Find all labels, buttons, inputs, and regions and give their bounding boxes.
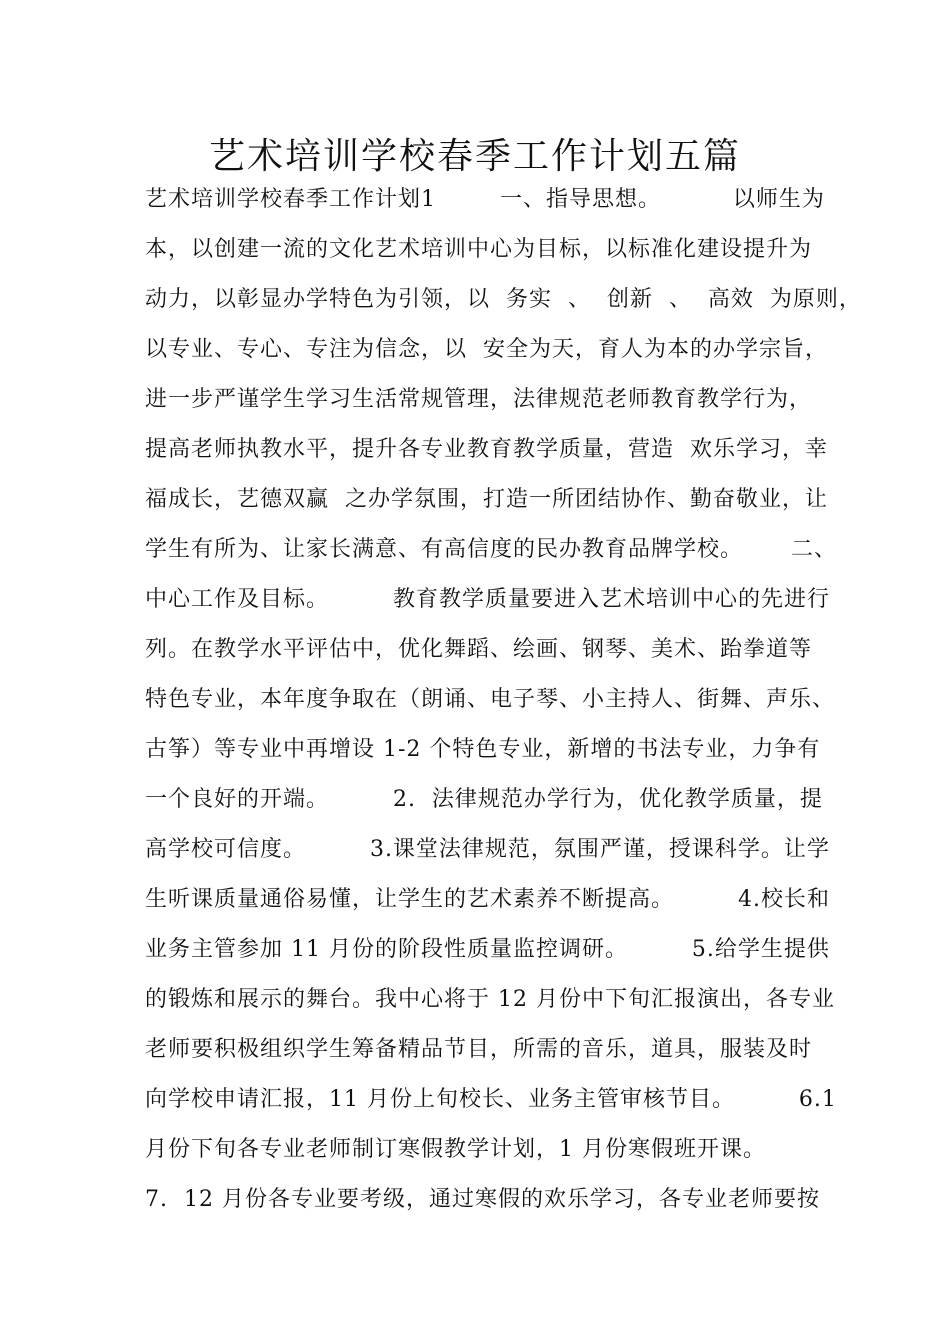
body-line: 向学校申请汇报，11 月份上旬校长、业务主管审核节目。 6.1: [145, 1087, 837, 1112]
body-line: 进一步严谨学生学习生活常规管理，法律规范老师教育教学行为，: [145, 387, 813, 412]
body-line: 列。在教学水平评估中，优化舞蹈、绘画、钢琴、美术、跆拳道等: [145, 637, 813, 662]
document-title: 艺术培训学校春季工作计划五篇: [208, 136, 741, 177]
body-line: 学生有所为、让家长满意、有高信度的民办教育品牌学校。 二、: [145, 537, 837, 562]
body-line: 7. 12 月份各专业要考级，通过寒假的欢乐学习，各专业老师要按: [145, 1187, 820, 1212]
body-line: 提高老师执教水平，提升各专业教育教学质量，营造 欢乐学习，幸: [145, 437, 828, 462]
body-line: 的锻炼和展示的舞台。我中心将于 12 月份中下旬汇报演出，各专业: [145, 987, 835, 1012]
body-line: 古筝）等专业中再增设 1-2 个特色专业，新增的书法专业，力争有: [145, 737, 821, 762]
body-line: 艺术培训学校春季工作计划1 一、指导思想。 以师生为: [145, 187, 825, 212]
body-line: 以专业、专心、专注为信念，以 安全为天，育人为本的办学宗旨，: [145, 337, 828, 362]
body-line: 生听课质量通俗易懂，让学生的艺术素养不断提高。 4.校长和: [145, 887, 830, 912]
body-line: 福成长，艺德双赢 之办学氛围，打造一所团结协作、勤奋敬业，让: [145, 487, 828, 512]
body-line: 一个良好的开端。 2. 法律规范办学行为，优化教学质量，提: [145, 787, 823, 812]
body-line: 业务主管参加 11 月份的阶段性质量监控调研。 5.给学生提供: [145, 937, 830, 962]
body-line: 高学校可信度。 3.课堂法律规范，氛围严谨，授课科学。让学: [145, 837, 830, 862]
document-body: [145, 183, 862, 1233]
body-line: 老师要积极组织学生筹备精品节目，所需的音乐，道具，服装及时: [145, 1037, 813, 1062]
body-line: 月份下旬各专业老师制订寒假教学计划，1 月份寒假班开课。: [145, 1137, 766, 1162]
body-line: 本，以创建一流的文化艺术培训中心为目标，以标准化建设提升为: [145, 237, 813, 262]
body-line: 特色专业，本年度争取在（朗诵、电子琴、小主持人、街舞、声乐、: [145, 687, 836, 712]
body-line: 动力，以彰显办学特色为引领，以 务实 、 创新 、 高效 为原则，: [145, 287, 862, 312]
body-line: 中心工作及目标。 教育教学质量要进入艺术培训中心的先进行: [145, 587, 830, 612]
